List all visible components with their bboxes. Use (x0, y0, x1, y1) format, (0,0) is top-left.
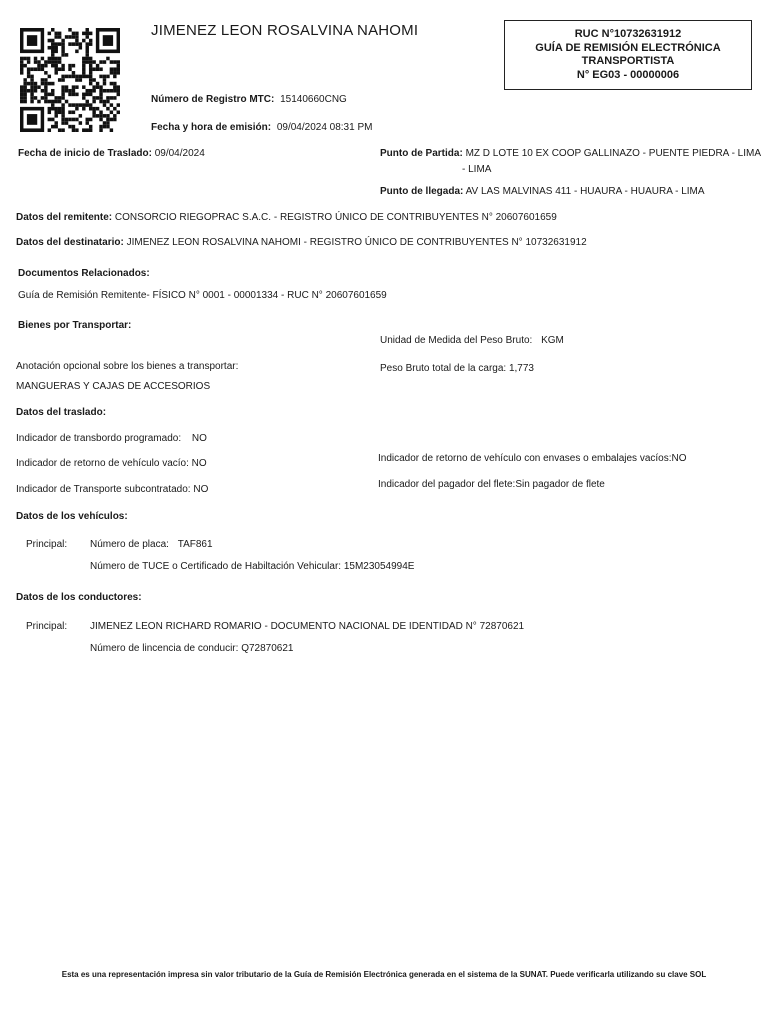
placa-value: TAF861 (177, 539, 213, 550)
anotacion-value: MANGUERAS Y CAJAS DE ACCESORIOS (16, 381, 211, 392)
peso-bruto-value: 1,773 (508, 363, 534, 374)
tuce (90, 561, 414, 572)
retorno-vacio (16, 458, 207, 469)
tuce-value: 15M23054994E (343, 561, 415, 572)
conductor-name: JIMENEZ LEON RICHARD ROMARIO - DOCUMENTO NACIONAL DE IDENTIDAD N° 72870621 (90, 621, 525, 632)
placa-label: Número de placa: (90, 539, 169, 550)
licencia (90, 643, 293, 654)
registro-mtc-value: 15140660CNG (280, 94, 347, 105)
remitente-label: Datos del remitente: (16, 212, 113, 223)
retorno-envases-value: NO (671, 453, 687, 464)
pagador-flete-value: Sin pagador de flete (515, 479, 605, 490)
remitente-value: CONSORCIO RIEGOPRAC S.A.C. - REGISTRO ÚNICO DE CONTRIBUYENTES N° 20607601659 (114, 212, 557, 223)
subcontratado-label: Indicador de Transporte subcontratado: (16, 484, 191, 495)
subcontratado-value: NO (193, 484, 209, 495)
issuer-name: JIMENEZ LEON ROSALVINA NAHOMI (151, 22, 419, 39)
doc-type-line2: TRANSPORTISTA (581, 55, 675, 67)
retorno-vacio-label: Indicador de retorno de vehículo vacío: (16, 458, 189, 469)
destinatario-value: JIMENEZ LEON ROSALVINA NAHOMI - REGISTRO ÚNICO DE CONTRIBUYENTES N° 10732631912 (126, 237, 587, 248)
peso-bruto-label: Peso Bruto total de la carga: (380, 363, 507, 374)
pagador-flete (378, 479, 605, 490)
subcontratado (16, 484, 208, 495)
bienes-heading: Bienes por Transportar: (18, 320, 132, 331)
unidad-medida-value: KGM (541, 335, 564, 346)
punto-partida-value: MZ D LOTE 10 EX COOP GALLINAZO - PUENTE PIEDRA - LIMA (465, 148, 762, 159)
punto-partida-value-cont: - LIMA (462, 164, 492, 175)
traslado-heading: Datos del traslado: (16, 407, 107, 418)
registro-mtc-label: Número de Registro MTC: (151, 94, 275, 105)
emision (151, 122, 372, 133)
punto-partida (380, 148, 761, 159)
ruc-number: RUC N°10732631912 (574, 28, 682, 40)
destinatario-label: Datos del destinatario: (16, 237, 124, 248)
documentos-item: Guía de Remisión Remitente- FÍSICO N° 0001 - 00001334 - RUC N° 20607601659 (18, 290, 387, 301)
inicio-traslado-value: 09/04/2024 (154, 148, 205, 159)
transbordo-label: Indicador de transbordo programado: (16, 433, 182, 444)
peso-bruto (380, 363, 534, 374)
pagador-flete-label: Indicador del pagador del flete: (378, 479, 516, 490)
anotacion-label: Anotación opcional sobre los bienes a transportar: (16, 361, 239, 372)
retorno-vacio-value: NO (191, 458, 207, 469)
doc-number: N° EG03 - 00000006 (576, 68, 680, 81)
vehiculo-principal-label: Principal: (26, 539, 68, 550)
retorno-envases-label: Indicador de retorno de vehículo con envases o embalajes vacíos: (378, 453, 672, 464)
punto-llegada-value: AV LAS MALVINAS 411 - HUAURA - HUAURA - LIMA (465, 186, 705, 197)
doc-type-line1: GUÍA DE REMISIÓN ELECTRÓNICA (535, 41, 721, 54)
destinatario (16, 237, 587, 248)
qr-code (20, 28, 120, 132)
registro-mtc (151, 94, 347, 105)
emision-value: 09/04/2024 08:31 PM (276, 122, 373, 133)
unidad-medida (380, 335, 564, 346)
remitente (16, 212, 557, 223)
transbordo (16, 433, 207, 444)
inicio-traslado-label: Fecha de inicio de Traslado: (18, 148, 152, 159)
conductores-heading: Datos de los conductores: (16, 592, 142, 603)
licencia-value: Q72870621 (241, 643, 294, 654)
emision-label: Fecha y hora de emisión: (151, 122, 272, 133)
inicio-traslado (18, 148, 205, 159)
vehiculos-heading: Datos de los vehículos: (16, 511, 128, 522)
punto-llegada (380, 186, 705, 197)
footer-disclaimer: Esta es una representación impresa sin valor tributario de la Guía de Remisión Electrónica generada en el sistema de la SUNAT. Puede verificarla utilizando su clave SOL (61, 970, 707, 979)
documentos-heading: Documentos Relacionados: (18, 268, 150, 279)
ruc-box (504, 20, 752, 90)
punto-partida-label: Punto de Partida: (380, 148, 463, 159)
unidad-medida-label: Unidad de Medida del Peso Bruto: (380, 335, 533, 346)
licencia-label: Número de lincencia de conducir: (90, 643, 239, 654)
conductor-principal-label: Principal: (26, 621, 68, 632)
transbordo-value: NO (191, 433, 207, 444)
placa (90, 539, 213, 550)
retorno-envases (378, 453, 687, 464)
tuce-label: Número de TUCE o Certificado de Habiltación Vehicular: (90, 561, 342, 572)
punto-llegada-label: Punto de llegada: (380, 186, 464, 197)
